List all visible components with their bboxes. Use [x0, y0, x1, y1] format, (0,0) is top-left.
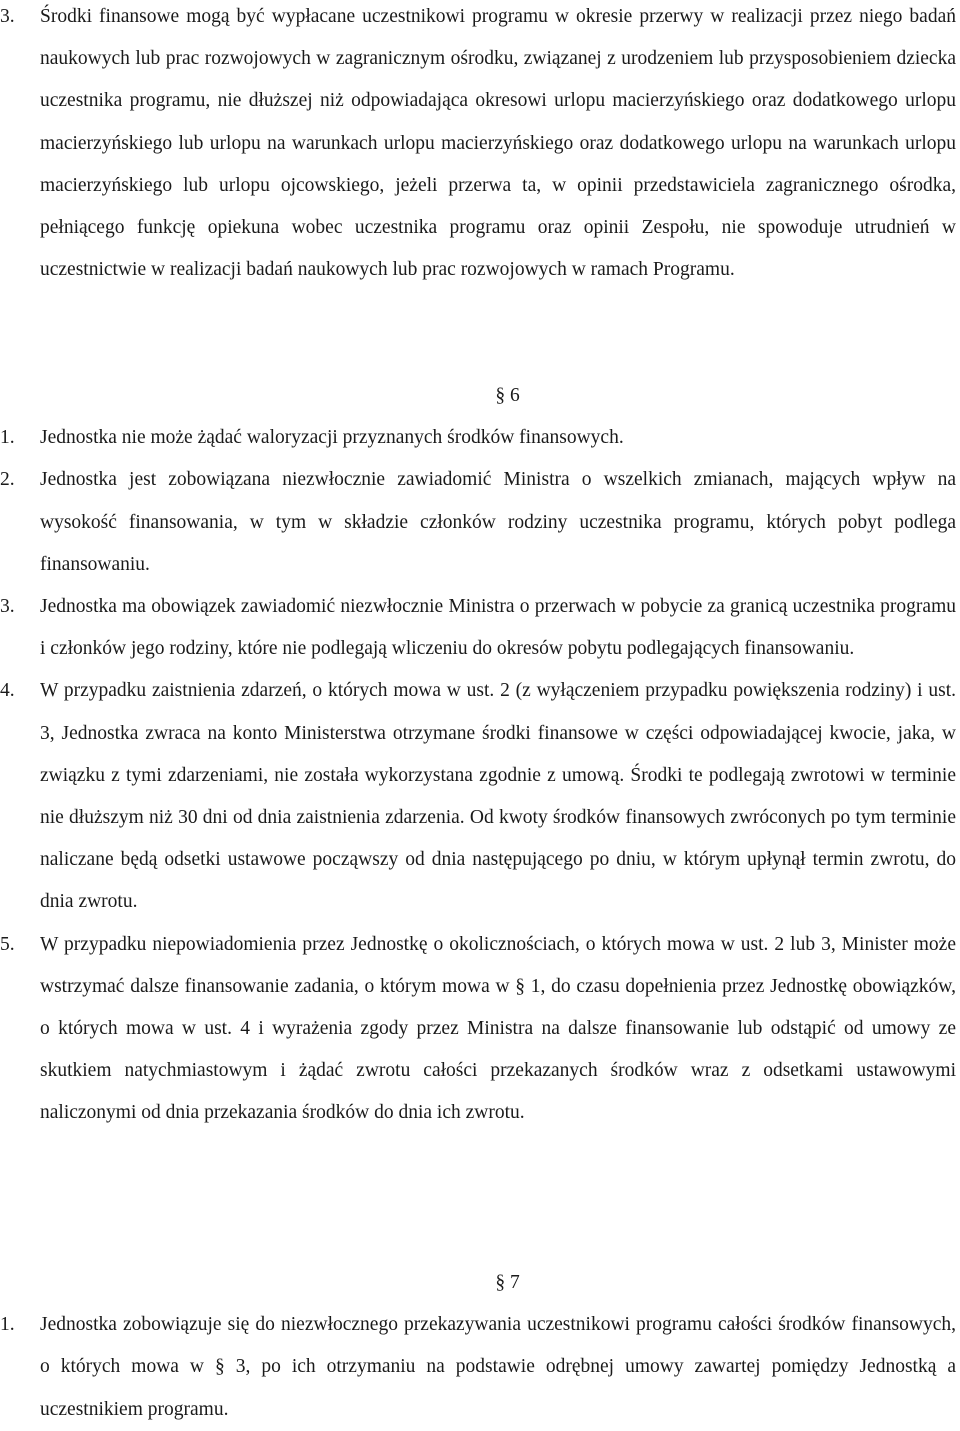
item-text: Jednostka zobowiązuje się do niezwłocznego przekazywania uczestnikowi programu całości środków finansowych, o których mowa w § 3, po ich otrzymaniu na podstawie odrębnej umowy zawartej pomiędzy Jednostką a uczestnikiem programu.: [40, 1314, 956, 1420]
item-number: 2.: [0, 469, 15, 491]
item-text: Środki finansowe mogą być wypłacane uczestnikowi programu w okresie przerwy w realizacji przez niego badań naukowych lub prac rozwojowych w zagranicznym ośrodku, związanej z urodzeniem lub przysposobieniem dziecka uczestnika programu, nie dłuższej niż odpowiadająca okresowi urlopu macierzyńskiego oraz dodatkowego urlopu macierzyńskiego lub urlopu na warunkach urlopu macierzyńskiego oraz dodatkowego urlopu na warunkach urlopu macierzyńskiego lub urlopu ojcowskiego, jeżeli przerwa ta, w opinii przedstawiciela zagranicznego ośrodka, pełniącego funkcję opiekuna wobec uczestnika programu oraz opinii Zespołu, nie spowoduje utrudnień w uczestnictwie w realizacji badań naukowych lub prac rozwojowych w ramach Programu.: [40, 6, 956, 281]
item-number: 5.: [0, 933, 15, 955]
section-heading: § 7: [495, 1272, 520, 1293]
item-number: 4.: [0, 680, 15, 702]
section-heading: § 6: [495, 385, 520, 406]
item-text: Jednostka ma obowiązek zawiadomić niezwłocznie Ministra o przerwach w pobycie za granicą uczestnika programu i członków jego rodziny, które nie podlegają wliczeniu do okresów pobytu podlegających finansowaniu.: [40, 596, 956, 660]
list-item: [0, 924, 960, 1135]
list-item: [0, 0, 960, 291]
list-item: [0, 586, 960, 670]
item-text: Jednostka jest zobowiązana niezwłocznie zawiadomić Ministra o wszelkich zmianach, mających wpływ na wysokość finansowania, w tym w składzie członków rodziny uczestnika programu, których pobyt podlega finansowaniu.: [40, 469, 956, 575]
item-text: Jednostka nie może żądać waloryzacji przyznanych środków finansowych.: [40, 427, 624, 449]
item-number: 3.: [0, 6, 15, 27]
section-6: [0, 375, 960, 1135]
item-number: 3.: [0, 596, 15, 618]
list-item: [0, 459, 960, 586]
list-item: [0, 1304, 960, 1431]
list-item: [0, 417, 960, 459]
item-number: 1.: [0, 1314, 15, 1336]
section-7: [0, 1262, 960, 1431]
item-text: W przypadku niepowiadomienia przez Jednostkę o okolicznościach, o których mowa w ust. 2 lub 3, Minister może wstrzymać dalsze finansowanie zadania, o którym mowa w § 1, do czasu dopełnienia przez Jednostkę obowiązków, o których mowa w ust. 4 i wyrażenia zgody przez Ministra na dalsze finansowanie lub odstąpić od umowy ze skutkiem natychmiastowym i żądać zwrotu całości przekazanych środków wraz z odsetkami ustawowymi naliczonymi od dnia przekazania środków do dnia ich zwrotu.: [40, 933, 956, 1124]
list-item: [0, 670, 960, 923]
section-continuation: [0, 0, 960, 291]
item-text: W przypadku zaistnienia zdarzeń, o których mowa w ust. 2 (z wyłączeniem przypadku powiększenia rodziny) i ust. 3, Jednostka zwraca na konto Ministerstwa otrzymane środki finansowe w części odpowiadającej kwocie, jaka, w związku z tymi zdarzeniami, nie została wykorzystana zgodnie z umową. Środki te podlegają zwrotowi w terminie nie dłuższym niż 30 dni od dnia zaistnienia zdarzenia. Od kwoty środków finansowych zwróconych po tym terminie naliczane będą odsetki ustawowe począwszy od dnia następującego po dniu, w którym upłynął termin zwrotu, do dnia zwrotu.: [40, 680, 956, 913]
item-number: 1.: [0, 427, 15, 449]
